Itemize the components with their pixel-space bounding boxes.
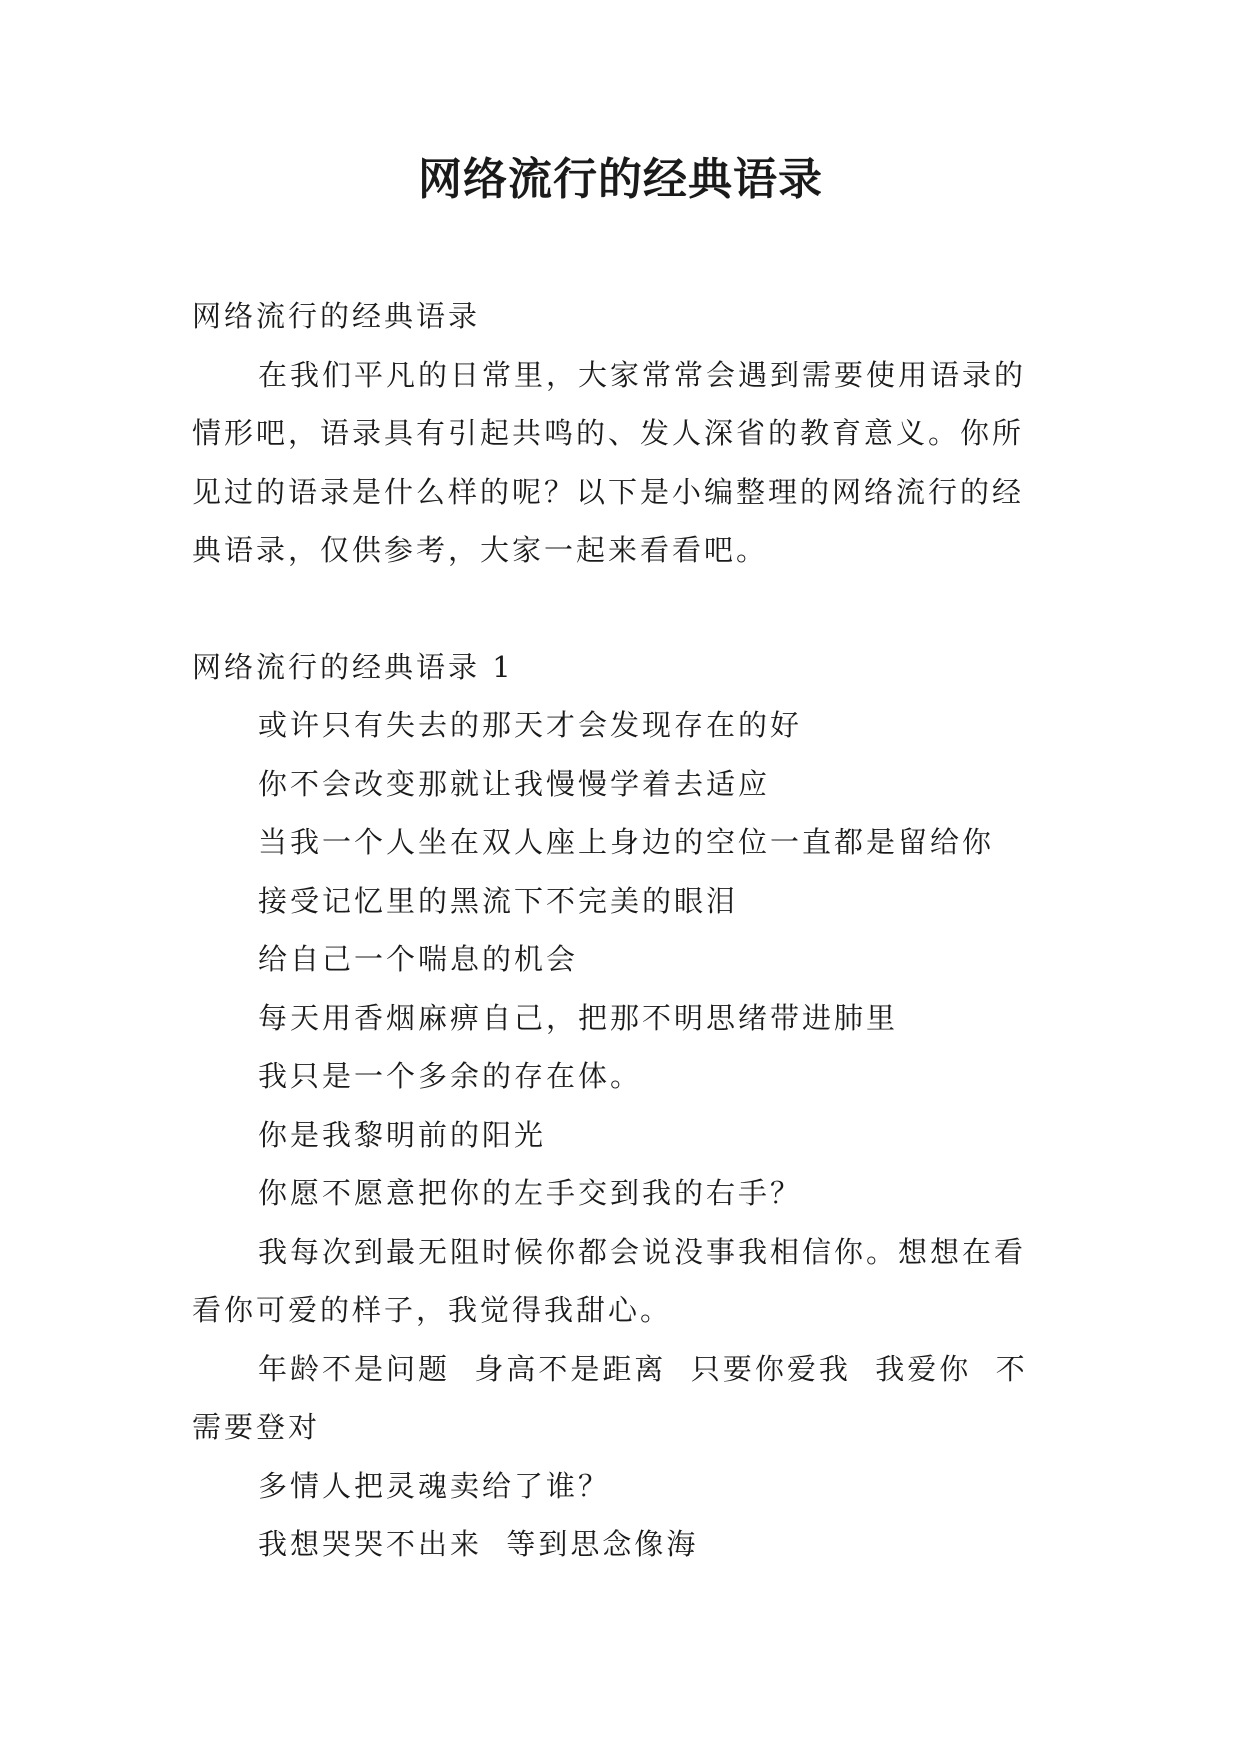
- quote-line: 当我一个人坐在双人座上身边的空位一直都是留给你: [258, 825, 995, 859]
- quote-line: 你不会改变那就让我慢慢学着去适应: [258, 766, 771, 801]
- quote-line: 我想哭哭不出来 等到思念像海: [258, 1527, 699, 1561]
- quote-line: 或许只有失去的那天才会发现存在的好: [258, 708, 803, 742]
- quote-line: 我只是一个多余的存在体。: [258, 1059, 643, 1093]
- quote-line: 你是我黎明前的阳光: [258, 1117, 547, 1152]
- page-title: 网络流行的经典语录: [418, 154, 823, 205]
- quote-line: 你愿不愿意把你的左手交到我的右手？: [258, 1176, 803, 1210]
- quote-line: 多情人把灵魂卖给了谁？: [258, 1468, 611, 1503]
- paragraph-gap: [192, 580, 1050, 638]
- subtitle: 网络流行的经典语录: [192, 299, 481, 333]
- quote-line: 给自己一个喘息的机会: [258, 942, 579, 976]
- quote-line: 我每次到最无阻时候你都会说没事我相信你。想想在看看你可爱的样子，我觉得我甜心。: [192, 1234, 1027, 1327]
- section-heading: 网络流行的经典语录 1: [192, 649, 514, 684]
- quote-line: 年龄不是问题 身高不是距离 只要你爱我 我爱你 不需要登对: [192, 1351, 1028, 1444]
- quote-line: 每天用香烟麻痹自己，把那不明思绪带进肺里: [258, 1000, 899, 1035]
- intro-paragraph: 在我们平凡的日常里，大家常常会遇到需要使用语录的情形吧，语录具有引起共鸣的、发人深省的教育意义。你所见过的语录是什么样的呢？以下是小编整理的网络流行的经典语录，仅供参考，大家一起来看看吧。: [192, 357, 1027, 567]
- document-body: [192, 287, 1050, 1574]
- quote-line: 接受记忆里的黑流下不完美的眼泪: [258, 883, 739, 918]
